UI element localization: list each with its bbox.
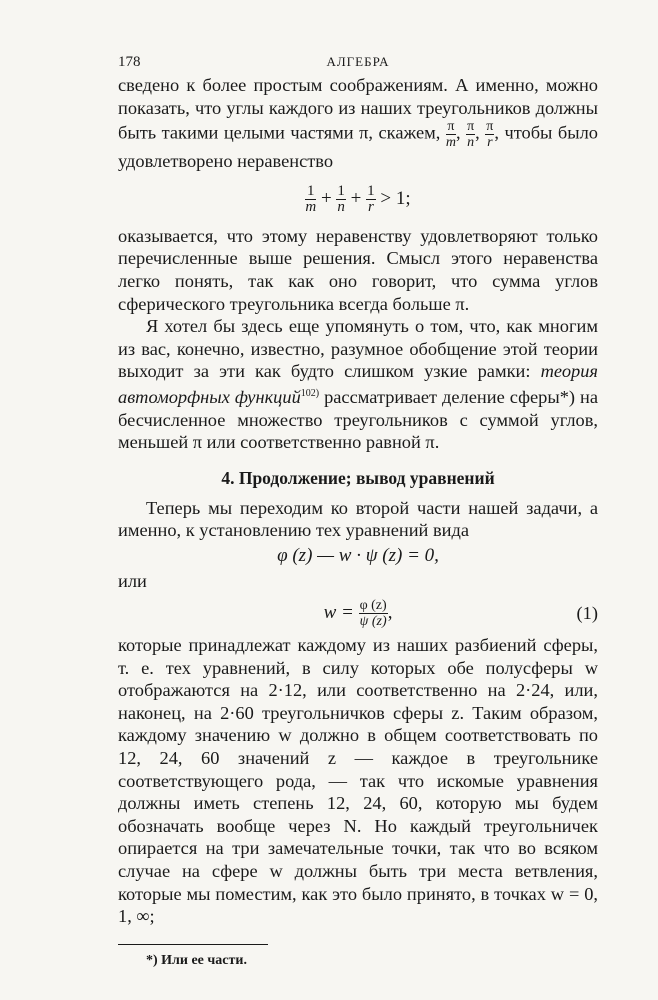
paragraph-3-text-b: рассматривает деление сферы*) на бесчисленное множество треугольников с суммой углов, меньшей π или соответственно равной π. <box>118 387 598 453</box>
equation-number: (1) <box>576 603 598 624</box>
paragraph-1: сведено к более простым соображениям. А именно, можно показать, что углы каждого из наших треугольников должны быть такими целыми частями π, скажем, $\frac{\pi}{m}$ , $\frac{\pi}{n}$ , $\frac{\pi}{r}$ , чтобы было удовлетворено неравенство <box>118 75 598 172</box>
paragraph-3 <box>118 315 598 454</box>
section-heading: 4. Продолжение; вывод уравнений <box>221 467 495 488</box>
equation-2-tail: , <box>387 602 393 624</box>
fraction-1-n: $\frac{1}{n}$ <box>337 182 345 215</box>
word-or: или <box>118 571 147 592</box>
fraction-pi-m: $\frac{\pi}{m}$ <box>445 119 456 151</box>
plus-sign-1: + <box>320 187 332 209</box>
italic-term: теория автоморфных функций <box>118 361 598 408</box>
footnote-divider <box>118 944 268 945</box>
fraction-pi-n: $\frac{\pi}{n}$ <box>467 119 475 151</box>
paragraph-3-text-a: Я хотел бы здесь еще упомянуть о том, что, как многим из вас, конечно, известно, разумное обобщение этой теории выходит за эти как будто слишком узкие рамки: <box>118 316 598 382</box>
page-header <box>118 48 598 74</box>
paragraph-4: Теперь мы переходим ко второй части нашей задачи, а именно, к установлению тех уравнений вида <box>118 497 598 541</box>
fraction-1-r: $\frac{1}{r}$ <box>367 182 375 215</box>
equation-2 <box>118 592 598 634</box>
fraction-pi-r: $\frac{\pi}{r}$ <box>486 119 494 151</box>
equation-2-lhs: w = <box>323 602 354 624</box>
paragraph-1-text-b: , чтобы было удовлетворено неравенство <box>118 122 598 172</box>
footnote: *) Или ее части. <box>146 952 247 968</box>
equation-1: φ (z) — w · ψ (z) = 0, <box>277 545 439 567</box>
book-page <box>118 48 598 969</box>
paragraph-2: оказывается, что этому неравенству удовлетворяют только перечисленные выше решения. Смысл этого неравенства легко понять, так как оно говорит, что сумма углов сферического треугольника всегда больше π. <box>118 225 598 314</box>
plus-sign-2: + <box>350 187 362 209</box>
inequality-formula <box>118 173 598 225</box>
fraction-phi-psi: $\frac{\varphi (z)}{\psi (z)}$ <box>359 598 387 630</box>
inequality-rhs: > 1; <box>380 187 411 209</box>
running-title: АЛГЕБРА <box>326 54 390 69</box>
page-number: 178 <box>118 54 141 70</box>
paragraph-1-text-a: сведено к более простым соображениям. А именно, можно показать, что углы каждого из наших треугольников должны быть такими целыми частями π, скажем, <box>118 75 598 143</box>
reference-mark: 102) <box>300 387 320 399</box>
fraction-1-m: $\frac{1}{m}$ <box>305 182 317 215</box>
paragraph-5: которые принадлежат каждому из наших разбиений сферы, т. е. тех уравнений, в силу которых обе полусферы w отображаются на 2·12, или соответственно на 2·24, или, наконец, на 2·60 треугольничков сферы z. Таким образом, каждому значению w должно в общем соответствовать по 12, 24, 60 значений z — каждое в треугольнике соответствующего рода, — так что искомые уравнения должны иметь степень 12, 24, 60, которую мы будем обозначать вообще через N. Но каждый треугольничек опирается на три замечательные точки, так что во всяком случае на сфере w должны быть три места ветвления, которые мы поместим, как это было принято, в точках w = 0, 1, ∞; <box>118 635 598 927</box>
equation-2-body <box>118 592 598 634</box>
